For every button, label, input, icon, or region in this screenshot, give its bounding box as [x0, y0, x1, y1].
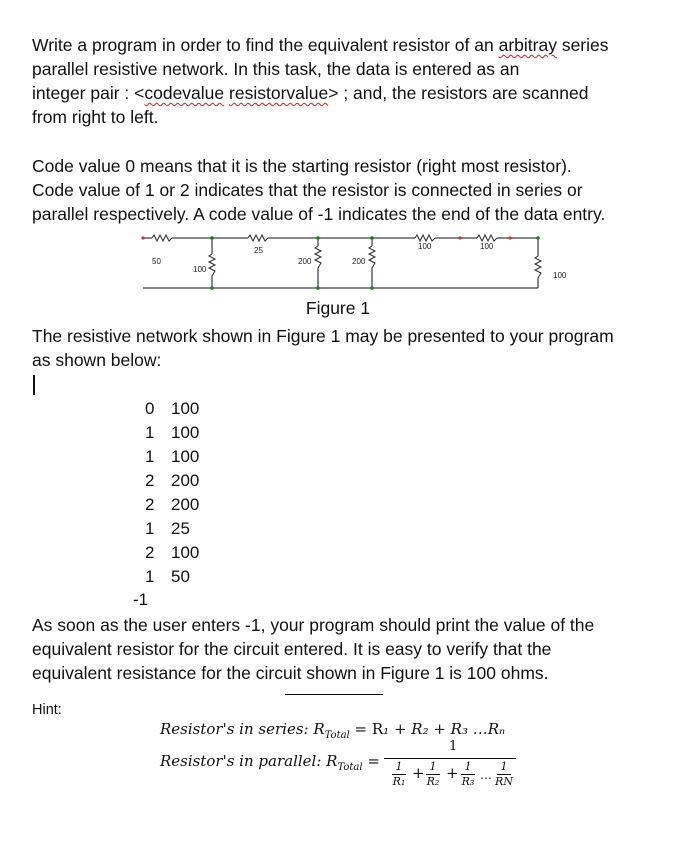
denominator-term: RN — [495, 775, 513, 788]
intro-line-3: integer pair : <codevalue resistorvalue> ; and, the resistors are scanned — [32, 83, 589, 103]
label-200-a: 200 — [298, 257, 312, 266]
resistor-100-top-b — [477, 235, 497, 241]
label-200-b: 200 — [352, 257, 366, 266]
presentation-line-1: The resistive network shown in Figure 1 may be presented to your program — [32, 326, 614, 346]
label-50: 50 — [152, 257, 161, 266]
result-line-1: As soon as the user enters -1, your program should print the value of the — [32, 615, 595, 635]
circuit-diagram — [0, 0, 676, 300]
data-row: 1 50 — [145, 567, 190, 586]
data-row: 2 200 — [145, 471, 200, 490]
denominator-term: R₃ — [461, 775, 475, 788]
denominator-term: R₂ — [426, 775, 440, 788]
result-line-3: equivalent resistance for the circuit shown in Figure 1 is 100 ohms. — [32, 663, 549, 683]
resistor-25 — [248, 235, 268, 241]
codes-line-3: parallel respectively. A code value of -1 indicates the end of the data entry. — [32, 204, 606, 224]
resistor-200-b — [369, 246, 375, 268]
junction-dot — [210, 236, 214, 240]
fraction-numerator: 1 — [449, 739, 458, 754]
denominator-one: 1 — [395, 760, 403, 773]
data-row: 2 200 — [145, 495, 200, 514]
junction-dot — [370, 286, 374, 290]
junction-dot — [536, 236, 540, 240]
label-100-top-a: 100 — [418, 242, 432, 251]
hint-label: Hint: — [32, 702, 62, 718]
denominator-one: 1 — [500, 760, 508, 773]
series-formula: Resistor's in series: $R_{Total} = R_1 + R_2 + R_3$ …Rₙ — [160, 720, 506, 741]
short-rule — [285, 694, 383, 695]
text-cursor — [33, 375, 35, 395]
junction-dot — [370, 236, 374, 240]
data-row: 0 100 — [145, 399, 200, 418]
resistor-200-a — [315, 246, 321, 268]
label-100-right: 100 — [553, 271, 567, 280]
main-fraction-bar — [384, 758, 516, 759]
presentation-line-2: as shown below: — [32, 350, 162, 370]
data-row: 1 100 — [145, 447, 200, 466]
label-100-top-b: 100 — [480, 242, 494, 251]
terminal-dot — [508, 236, 511, 239]
junction-dot — [316, 236, 320, 240]
figure-caption: Figure 1 — [305, 298, 371, 318]
codes-line-2: Code value of 1 or 2 indicates that the resistor is connected in series or — [32, 180, 583, 200]
intro-line-2: parallel resistive network. In this task, the data is entered as an — [32, 59, 520, 79]
ellipsis: … — [480, 768, 492, 782]
plus-sign: + — [446, 764, 459, 782]
resistor-100-right — [535, 256, 541, 278]
end-marker: -1 — [133, 590, 149, 609]
resistor-100-top-a — [415, 235, 435, 241]
misspelled-word: arbitray — [498, 35, 557, 55]
denominator-one: 1 — [464, 760, 472, 773]
label-100-left: 100 — [193, 265, 207, 274]
junction-dot — [210, 286, 214, 290]
denominator-one: 1 — [429, 760, 437, 773]
intro-line-1: Write a program in order to find the equivalent resistor of an arbitray series — [32, 35, 609, 55]
data-row: 2 100 — [145, 543, 200, 562]
result-line-2: equivalent resistor for the circuit entered. It is easy to verify that the — [32, 639, 552, 659]
data-row: 1 25 — [145, 519, 190, 538]
parallel-formula: Resistor's in parallel: $R_{Total}$ = — [160, 752, 380, 773]
terminal-dot — [141, 236, 144, 239]
resistor-50 — [152, 235, 172, 241]
resistor-100-left — [209, 254, 215, 276]
label-25: 25 — [254, 246, 263, 255]
intro-line-4: from right to left. — [32, 107, 159, 127]
denominator-term: R₁ — [392, 775, 406, 788]
terminal-dot — [458, 236, 461, 239]
junction-dot — [316, 286, 320, 290]
data-row: 1 100 — [145, 423, 200, 442]
plus-sign: + — [412, 764, 425, 782]
codes-line-1: Code value 0 means that it is the starting resistor (right most resistor). — [32, 156, 572, 176]
